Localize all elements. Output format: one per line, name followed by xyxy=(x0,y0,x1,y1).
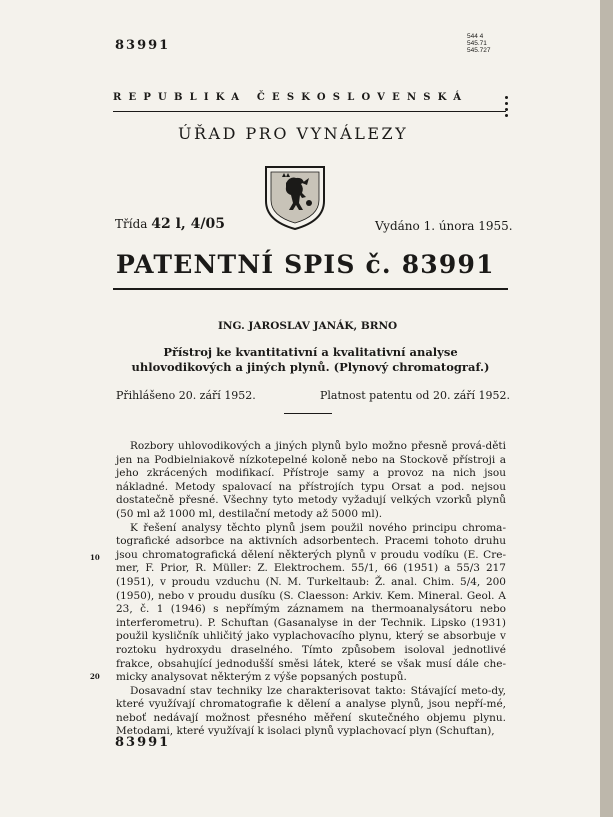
line-number: 10 xyxy=(90,553,100,562)
validity-date: Platnost patentu od 20. září 1952. xyxy=(320,389,511,402)
header-rule xyxy=(113,111,506,112)
body-text xyxy=(116,440,506,739)
country-heading: REPUBLIKA ČESKOSLOVENSKÁ xyxy=(113,92,469,103)
issue-date: Vydáno 1. února 1955. xyxy=(375,219,513,233)
paragraph: Rozbory uhlovodikových a jiných plynů bylo možno přesně prová-děti jen na Podbielniakově nízkotepelné koloně nebo na Stockově přístroji a jeho zkrácených modifikací. Přístroje samy a provoz na nich jsou nákladné. Metody spalovací na přístrojích typu Orsat a pod. nejsou dostatečně přesné. Všechny tyto metody vyžadují velkých vzorků plynů (50 ml až 1000 ml, destilační metody až 5000 ml). xyxy=(116,440,506,520)
page-edge-shadow xyxy=(600,0,613,817)
patent-title: PATENTNÍ SPIS č. 83991 xyxy=(116,250,495,279)
class-label: Třída xyxy=(115,217,148,231)
doc-number-bottom: 83991 xyxy=(115,735,171,750)
doc-number-top: 83991 xyxy=(115,38,171,53)
paragraph: K řešení analysy těchto plynů jsem použil nového principu chroma-tografické adsorbce na aktivních adsorbentech. Pracemi tohoto druhu jsou chromatografická dělení některých plynů v proudu vodíku (E. Cre-mer, F. Prior, R. Müller: Z. Elektrochem. 55/1, 66 (1951) a 55/3 217 (1951), v proudu vzduchu (N. M. Turkeltaub: Ž. anal. Chim. 5/4, 200 (1950), nebo v proudu dusíku (S. Claesson: Arkiv. Kem. Mineral. Geol. A 23, č. 1 (1946) s nepřímým záznamem na thermoanalysátoru nebo interferometru). P. Schuftan (Gasanalyse in der Technik. Lipsko (1931) použil kysličník uhličitý jako vyplachovacího plynu, který se absorbuje v roztoku hydroxydu draselného. Tímto způsobem isoloval jednotlivé frakce, obsahující jednodušší směsi látek, které se však musí dále che-micky analysovat některým z výše popsaných postupů. xyxy=(116,521,506,684)
paragraph: Dosavadní stav techniky lze charakterisovat takto: Stávající meto-dy, které využívají chromatografie k dělení a analyse plynů, jsou nepří-mé, neboť nedávají možnost přesného měření skutečného objemu plynu. Metodami, které využívají k isolaci plynů vyplachovací plyn (Schuftan), xyxy=(116,684,506,738)
class-code: 544 4 xyxy=(467,33,484,40)
title-rule xyxy=(113,288,508,290)
office-heading: ÚŘAD PRO VYNÁLEZY xyxy=(178,124,409,143)
class-codes xyxy=(467,33,491,54)
class-value: 42 l, 4/05 xyxy=(151,216,226,232)
line-number: 20 xyxy=(90,672,100,681)
inventor: ING. JAROSLAV JANÁK, BRNO xyxy=(218,320,398,332)
invention-title-line: uhlovodikových a jiných plynů. (Plynový chromatograf.) xyxy=(131,360,490,374)
state-emblem-icon xyxy=(262,163,328,231)
filed-date: Přihlášeno 20. září 1952. xyxy=(116,389,256,402)
class-code: 545.71 xyxy=(467,40,487,47)
class-code: 545.727 xyxy=(467,47,491,54)
punch-dots xyxy=(505,96,508,120)
separator xyxy=(284,413,332,414)
invention-title-line: Přístroj ke kvantitativní a kvalitativní analyse xyxy=(163,345,458,359)
invention-title xyxy=(113,345,508,375)
class-info xyxy=(115,216,225,232)
